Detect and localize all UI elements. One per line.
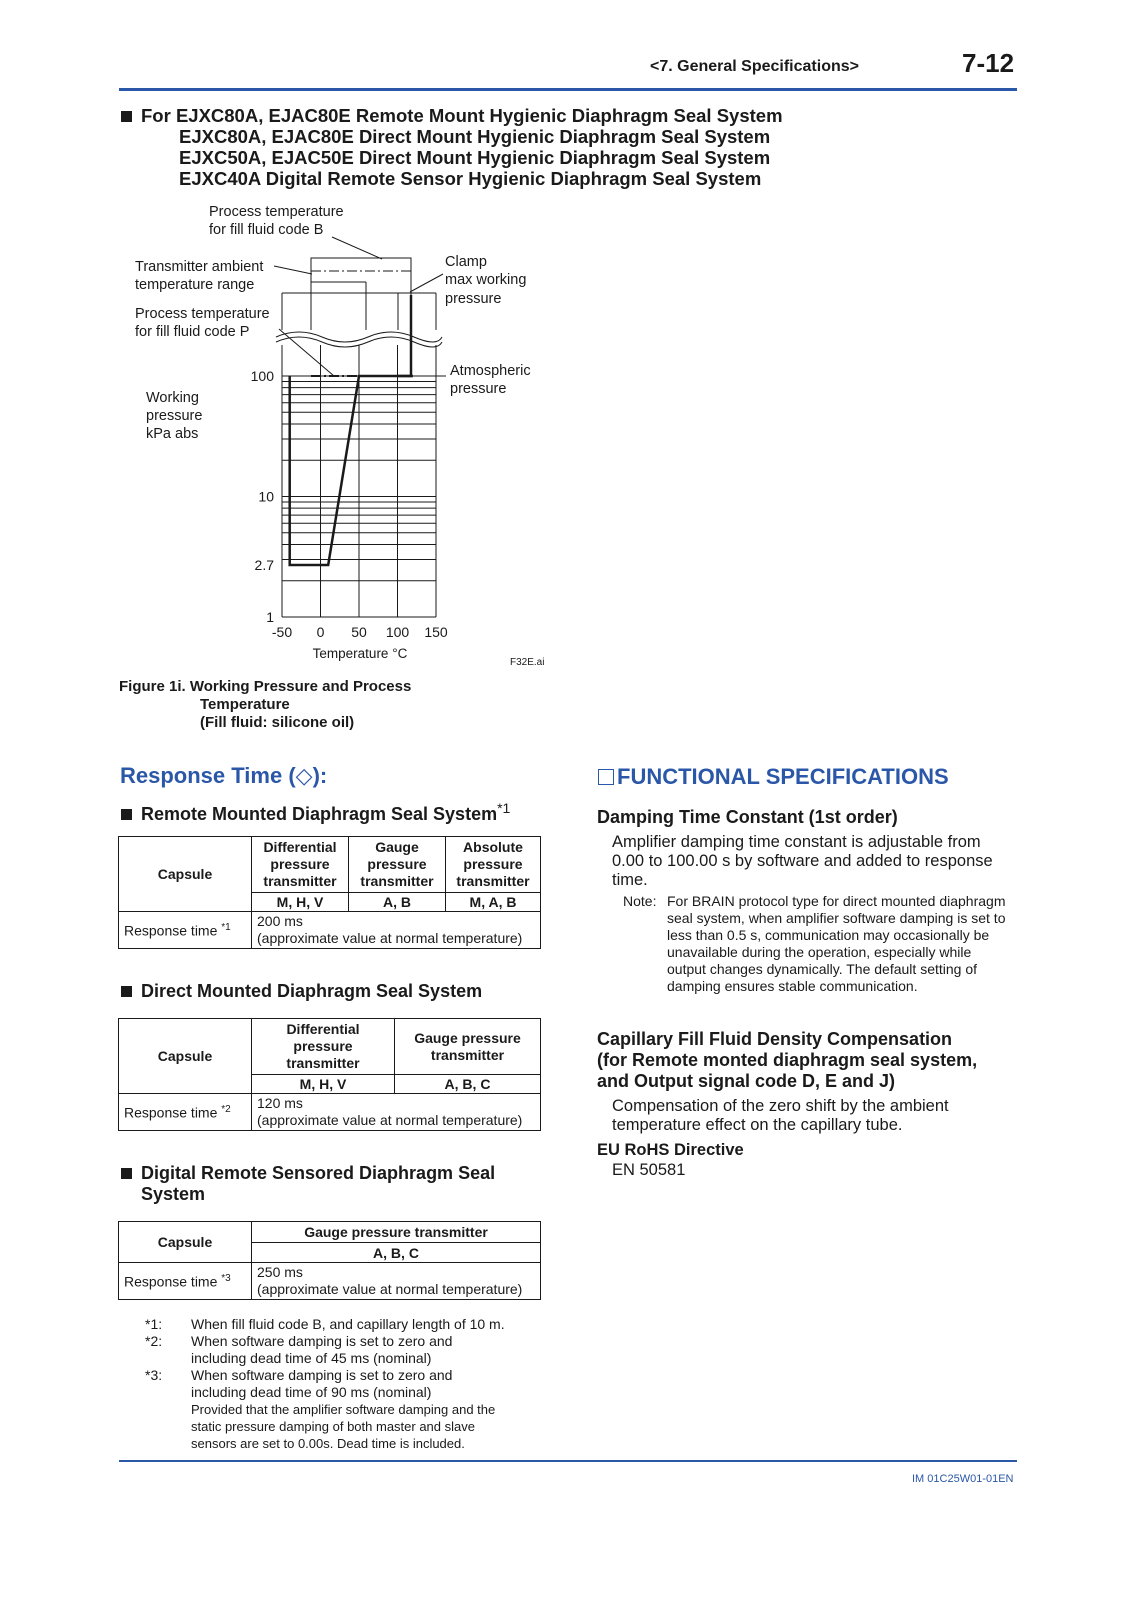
bullet-square-icon — [121, 986, 132, 997]
capillary-heading: Capillary Fill Fluid Density Compensation (for Remote monted diaphragm seal system, and Output signal code D, E and J) — [597, 1029, 978, 1091]
code-differential: M, H, V — [252, 1075, 395, 1094]
direct-heading-text: Direct Mounted Diaphragm Seal System — [141, 981, 483, 1001]
y-tick-label: 2.7 — [254, 557, 274, 574]
label-clamp-3: pressure — [445, 291, 502, 307]
checkbox-square-icon — [598, 769, 614, 785]
caption-line-1: Figure 1i. Working Pressure and Process — [119, 678, 412, 695]
response-value: 250 ms (approximate value at normal temperature) — [252, 1263, 541, 1300]
y-tick-labels — [251, 368, 275, 625]
digital-response-table — [118, 1221, 541, 1300]
y-tick-label: 100 — [250, 368, 274, 384]
y-tick-label: 1 — [266, 609, 274, 625]
footer-rule — [119, 1460, 1017, 1462]
pressure-temperature-chart — [0, 0, 1132, 700]
figure-file-id: F32E.ai — [510, 657, 545, 668]
rohs-heading: EU RoHS Directive — [597, 1141, 744, 1159]
chart-series-line — [290, 376, 413, 565]
direct-response-table — [118, 1018, 541, 1131]
section-title: <7. General Specifications> — [650, 58, 859, 75]
x-tick-label: 100 — [385, 624, 410, 640]
label-pt-p-1: Process temperature — [135, 306, 270, 322]
functional-heading: FUNCTIONAL SPECIFICATIONS — [598, 764, 949, 790]
label-atm-1: Atmospheric — [450, 363, 531, 379]
response-value: 200 ms (approximate value at normal temperature) — [252, 912, 541, 949]
document-id: IM 01C25W01-01EN — [912, 1473, 1014, 1485]
ylabel-1: Working — [146, 390, 199, 406]
caption-line-3: (Fill fluid: silicone oil) — [200, 714, 355, 731]
title-line-3: EJXC50A, EJAC50E Direct Mount Hygienic Diaphragm Seal System — [179, 147, 771, 168]
bullet-square-icon — [121, 809, 132, 820]
x-tick-label: 50 — [351, 624, 367, 640]
caption-line-2: Temperature — [200, 696, 290, 713]
col-gauge: Gauge pressure transmitter — [395, 1019, 541, 1075]
digital-heading — [121, 1163, 495, 1205]
x-tick-label: 0 — [316, 624, 325, 640]
ylabel-3: kPa abs — [146, 426, 199, 442]
x-tick-labels — [272, 624, 448, 640]
direct-heading — [121, 981, 482, 1002]
x-axis-label: Temperature °C — [312, 646, 408, 661]
code-gauge: A, B, C — [252, 1243, 541, 1263]
col-differential: Differential pressure transmitter — [252, 1019, 395, 1075]
response-time-heading: Response Time (◇): — [120, 763, 328, 788]
label-amb-2: temperature range — [135, 277, 255, 293]
capillary-text: Compensation of the zero shift by the ambient temperature effect on the capillary tube. — [612, 1097, 949, 1134]
remote-response-table — [118, 836, 541, 949]
code-gauge: A, B — [349, 893, 446, 912]
figure-caption — [119, 678, 411, 732]
footnotes — [145, 1316, 505, 1452]
footnote: *2: When software damping is set to zero and including dead time of 45 ms (nominal) — [145, 1333, 453, 1366]
label-clamp-1: Clamp — [445, 254, 487, 270]
x-tick-label: -50 — [271, 624, 293, 640]
label-pt-p-2: for fill fluid code P — [135, 324, 250, 340]
title-line-4: EJXC40A Digital Remote Sensor Hygienic Diaphragm Seal System — [179, 168, 762, 189]
note-label: Note: — [623, 893, 657, 909]
bullet-square-icon — [121, 1168, 132, 1179]
damping-heading: Damping Time Constant (1st order) — [597, 807, 898, 827]
damping-text: Amplifier damping time constant is adjustable from 0.00 to 100.00 s by software and added to response time. — [612, 833, 993, 889]
label-amb-1: Transmitter ambient — [135, 259, 264, 275]
capsule-header: Capsule — [119, 837, 252, 912]
label-pt-b-2: for fill fluid code B — [209, 222, 324, 238]
remote-heading — [121, 798, 510, 825]
row-label: Response time $^{*3}$ — [119, 1263, 252, 1300]
page-number: 7-12 — [962, 48, 1015, 78]
x-tick-label: 150 — [424, 624, 448, 640]
digital-heading-text-2: System — [141, 1184, 206, 1204]
note-text: For BRAIN protocol type for direct mounted diaphragm seal system, when amplifier software damping is set to less than 0.5 s, communication may occasionally be unavailable during the operation, especially while output changes dynamically. The default setting of damping ensures stable communication. — [667, 893, 1006, 994]
response-value: 120 ms (approximate value at normal temperature) — [252, 1094, 541, 1131]
rohs-text: EN 50581 — [612, 1161, 686, 1179]
code-gauge: A, B, C — [395, 1075, 541, 1094]
code-differential: M, H, V — [252, 893, 349, 912]
y-tick-label: 10 — [258, 488, 274, 505]
capsule-header: Capsule — [119, 1222, 252, 1263]
footnote: *1: When fill fluid code B, and capillary length of 10 m. — [145, 1316, 505, 1332]
col-gauge: Gauge pressure transmitter — [252, 1222, 541, 1243]
label-clamp-2: max working — [445, 272, 527, 288]
capsule-header: Capsule — [119, 1019, 252, 1094]
title-line-2: EJXC80A, EJAC80E Direct Mount Hygienic Diaphragm Seal System — [179, 126, 771, 147]
label-atm-2: pressure — [450, 381, 507, 397]
col-gauge: Gauge pressure transmitter — [349, 837, 446, 893]
remote-heading-text: Remote Mounted Diaphragm Seal System — [141, 804, 498, 824]
digital-heading-text-1: Digital Remote Sensored Diaphragm Seal — [141, 1163, 496, 1183]
remote-heading-note: *1 — [497, 800, 511, 816]
title-line-1: For EJXC80A, EJAC80E Remote Mount Hygienic Diaphragm Seal System — [141, 105, 783, 126]
footnote: *3: When software damping is set to zero and including dead time of 90 ms (nominal) Provided that the amplifier software damping and the static pressure damping of both master and slave sensors are set to 0.00s. Dead time is included. — [145, 1367, 496, 1451]
row-label: Response time $^{*2}$ — [119, 1094, 252, 1131]
ylabel-2: pressure — [146, 408, 203, 424]
upper-section — [282, 258, 436, 330]
chart-grid — [282, 345, 436, 617]
col-differential: Differential pressure transmitter — [252, 837, 349, 893]
code-absolute: M, A, B — [446, 893, 541, 912]
row-label: Response time $^{*1}$ — [119, 912, 252, 949]
label-pt-b-1: Process temperature — [209, 204, 344, 220]
col-absolute: Absolute pressure transmitter — [446, 837, 541, 893]
